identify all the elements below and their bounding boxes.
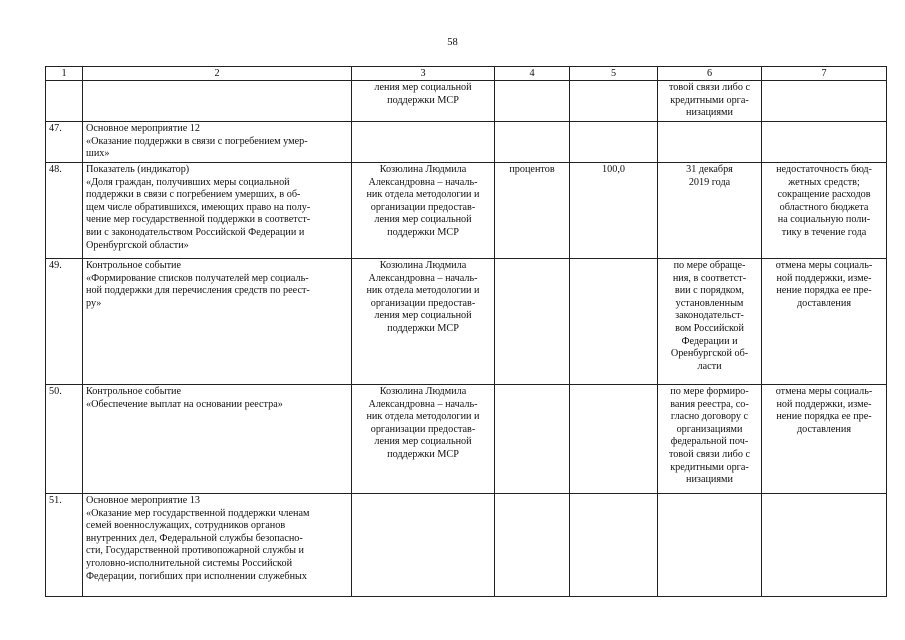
cell-line: установленным (675, 297, 744, 309)
risk-cell (762, 163, 887, 259)
cell-line: 2019 года (688, 176, 731, 188)
deadline-cell (658, 259, 762, 385)
column-header: 4 (495, 67, 570, 81)
value-cell: 100,0 (570, 163, 658, 259)
responsible-cell (352, 122, 495, 163)
risk-cell (762, 494, 887, 597)
cell-line: отмена меры социаль- (775, 386, 873, 397)
row-number: 49. (46, 259, 83, 385)
column-header: 3 (352, 67, 495, 81)
cell-line: сти, Государственной противопожарной службы и (86, 545, 304, 557)
unit-cell (495, 122, 570, 163)
cell-line: поддержки МСР (387, 226, 459, 238)
cell-line: Показатель (индикатор) (86, 164, 190, 175)
cell-line: поддержки МСР (387, 322, 459, 334)
cell-line: ния, в соответст- (672, 272, 747, 284)
cell-line: ной поддержки, изме- (776, 398, 872, 410)
cell-line: Александровна – началь- (368, 272, 478, 284)
event-name-cell (83, 81, 352, 122)
responsible-cell (352, 385, 495, 494)
cell-line: тику в течение года (781, 226, 867, 238)
value-cell (570, 122, 658, 163)
cell-line: жетных средств; (788, 176, 860, 188)
cell-line: нение порядка ее пре- (776, 285, 872, 297)
responsible-cell (352, 81, 495, 122)
table-row (46, 385, 887, 494)
cell-line: ной поддержки для перечисления средств по реест- (86, 285, 310, 297)
column-header: 7 (762, 67, 887, 81)
cell-line: ной поддержки, изме- (776, 272, 872, 284)
cell-line: внутренних дел, Федеральной службы безопасно- (86, 532, 303, 544)
cell-line: уголовно-исполнительной системы Российской (86, 557, 293, 569)
cell-line: Александровна – началь- (368, 398, 478, 410)
unit-cell (495, 259, 570, 385)
cell-line: Александровна – началь- (368, 176, 478, 188)
cell-line: ник отдела методологии и (366, 285, 480, 297)
unit-cell: процентов (495, 163, 570, 259)
table-header-row (46, 67, 887, 81)
cell-line: товой связи либо с (668, 82, 751, 93)
cell-line: недостаточность бюд- (776, 164, 872, 175)
cell-line: «Формирование списков получателей мер социаль- (86, 272, 309, 284)
value-cell (570, 259, 658, 385)
cell-line: Козюлина Людмила (379, 386, 467, 397)
risk-cell (762, 259, 887, 385)
cell-line: доставления (796, 423, 852, 435)
cell-line: «Доля граждан, получивших меры социальной (86, 176, 290, 188)
table-row (46, 122, 887, 163)
cell-line: 31 декабря (686, 164, 733, 175)
cell-line: ру» (86, 297, 102, 309)
cell-line: организации предостав- (370, 297, 476, 309)
cell-line: ления мер социальной (374, 214, 472, 226)
cell-line: ления мер социальной (374, 82, 472, 93)
value-cell (570, 81, 658, 122)
table-row (46, 259, 887, 385)
cell-line: семей военнослужащих, сотрудников органов (86, 520, 286, 532)
cell-line: щем числе обратившихся, имеющих право на полу- (86, 201, 311, 213)
cell-line: Оренбургской об- (670, 348, 749, 360)
cell-line: нение порядка ее пре- (776, 411, 872, 423)
cell-line: низациями (686, 474, 733, 486)
cell-line: вания реестра, со- (670, 398, 749, 410)
cell-line: сокращение расходов (777, 189, 871, 201)
column-header: 1 (46, 67, 83, 81)
value-cell (570, 494, 658, 597)
event-name-cell (83, 385, 352, 494)
cell-line: организациями (676, 423, 743, 435)
unit-cell (495, 81, 570, 122)
cell-line: Основное мероприятие 12 (86, 123, 200, 134)
cell-line: поддержки в связи с погребением умерших, в об- (86, 189, 301, 201)
unit-cell (495, 494, 570, 597)
responsible-cell (352, 259, 495, 385)
cell-line: ник отдела методологии и (366, 411, 480, 423)
cell-line: «Оказание поддержки в связи с погребением умер- (86, 135, 308, 147)
cell-line: вии с порядком, (674, 285, 745, 297)
cell-line: отмена меры социаль- (775, 260, 873, 271)
cell-line: законодательст- (675, 310, 744, 322)
cell-line: гласно договору с (670, 411, 749, 423)
row-number: 51. (46, 494, 83, 597)
column-header: 5 (570, 67, 658, 81)
cell-line: Контрольное событие (86, 386, 181, 397)
cell-line: федеральной поч- (670, 436, 749, 448)
cell-line: «Обеспечение выплат на основании реестра» (86, 398, 283, 410)
cell-line: кредитными орга- (670, 461, 749, 473)
cell-line: Контрольное событие (86, 260, 181, 271)
cell-line: ласти (697, 360, 722, 372)
deadline-cell (658, 81, 762, 122)
cell-line: ления мер социальной (374, 436, 472, 448)
event-name-cell (83, 163, 352, 259)
cell-line: ления мер социальной (374, 310, 472, 322)
cell-line: Основное мероприятие 13 (86, 495, 200, 506)
cell-line: организации предостав- (370, 201, 476, 213)
cell-line: Федерации и (681, 335, 738, 347)
cell-line: кредитными орга- (670, 94, 749, 106)
cell-line: ник отдела методологии и (366, 189, 480, 201)
cell-line: вом Российской (675, 322, 744, 334)
cell-line: чение мер государственной поддержки в соответст- (86, 214, 311, 226)
value-cell (570, 385, 658, 494)
responsible-cell (352, 494, 495, 597)
page-bottom-margin (0, 598, 905, 640)
column-header: 2 (83, 67, 352, 81)
row-number: 48. (46, 163, 83, 259)
cell-line: поддержки МСР (387, 448, 459, 460)
cell-line: Оренбургской области» (86, 239, 189, 251)
column-header: 6 (658, 67, 762, 81)
cell-line: ших» (86, 148, 110, 160)
row-number: 47. (46, 122, 83, 163)
cell-line: доставления (796, 297, 852, 309)
page-number: 58 (447, 37, 458, 48)
risk-cell (762, 122, 887, 163)
plan-table (45, 66, 887, 597)
cell-line: товой связи либо с (668, 448, 751, 460)
deadline-cell (658, 494, 762, 597)
cell-line: областного бюджета (779, 201, 869, 213)
cell-line: вии с законодательством Российской Федерации и (86, 226, 305, 238)
cell-line: Козюлина Людмила (379, 260, 467, 271)
row-number (46, 81, 83, 122)
cell-line: по мере обраще- (673, 260, 746, 271)
cell-line: Федерации, погибших при исполнении служебных (86, 570, 307, 582)
table-row (46, 163, 887, 259)
cell-line: организации предостав- (370, 423, 476, 435)
table-row (46, 494, 887, 597)
cell-line: на социальную поли- (777, 214, 871, 226)
cell-line: Козюлина Людмила (379, 164, 467, 175)
deadline-cell (658, 385, 762, 494)
responsible-cell (352, 163, 495, 259)
cell-line: по мере формиро- (670, 386, 749, 397)
event-name-cell (83, 494, 352, 597)
event-name-cell (83, 259, 352, 385)
deadline-cell (658, 163, 762, 259)
table-row (46, 81, 887, 122)
event-name-cell (83, 122, 352, 163)
unit-cell (495, 385, 570, 494)
cell-line: поддержки МСР (387, 94, 459, 106)
cell-line: низациями (686, 107, 733, 119)
row-number: 50. (46, 385, 83, 494)
risk-cell (762, 81, 887, 122)
cell-line: «Оказание мер государственной поддержки членам (86, 507, 310, 519)
deadline-cell (658, 122, 762, 163)
risk-cell (762, 385, 887, 494)
